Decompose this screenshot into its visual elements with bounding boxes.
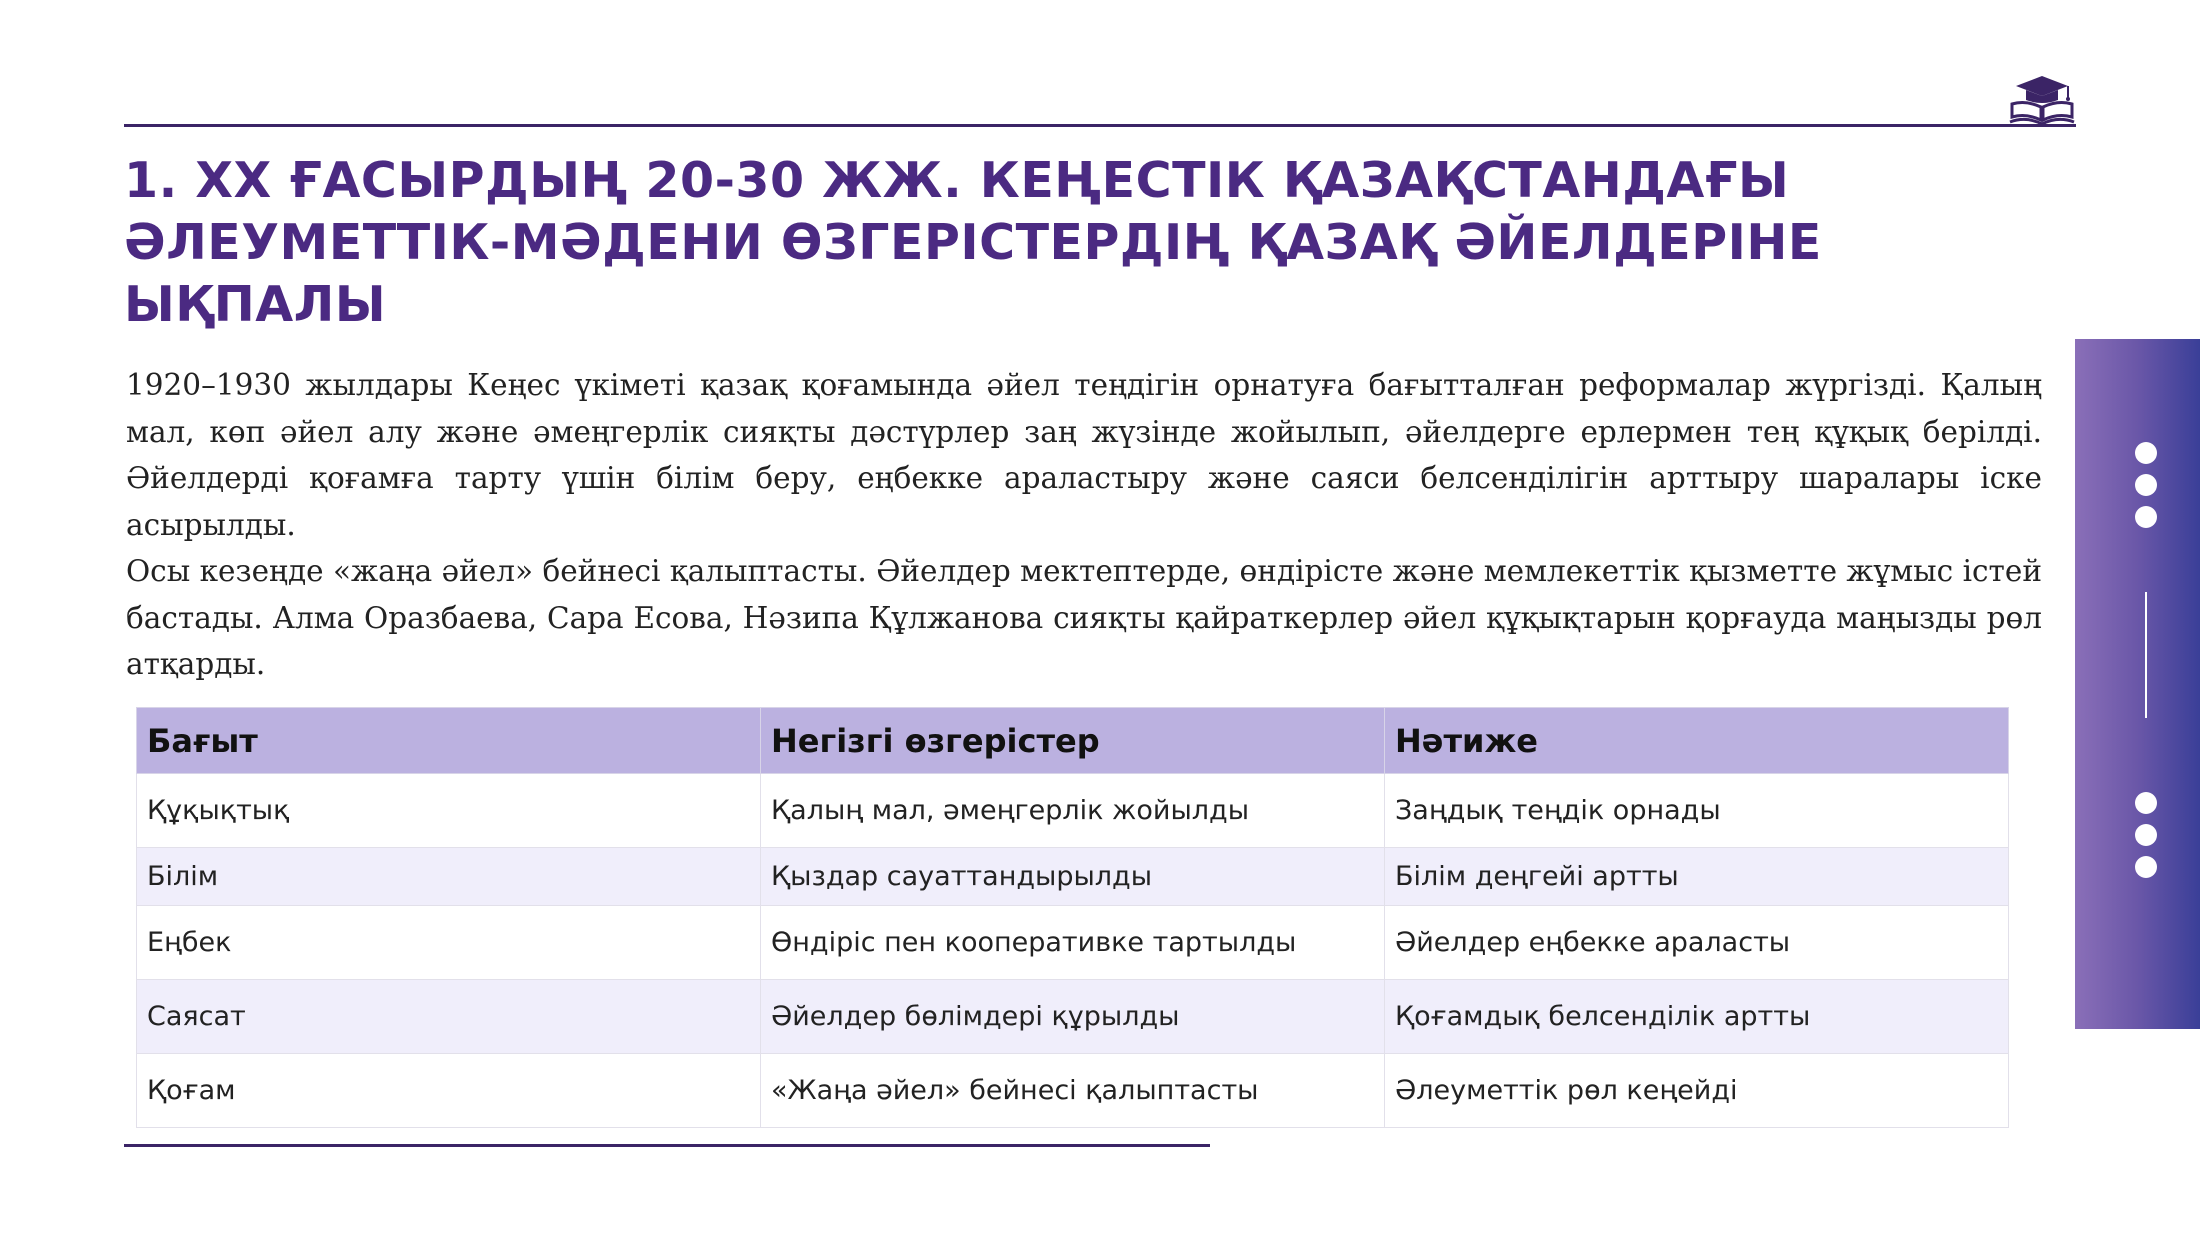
table-cell: Құқықтық [137,774,761,848]
side-divider-line [2145,592,2147,718]
paragraph-new-woman: Осы кезеңде «жаңа әйел» бейнесі қалыптасты. Әйелдер мектептерде, өндірісте және мемлекеттік қызметте жұмыс істей бастады. Алма Оразбаева, Сара Есова, Нәзипа Құлжанова сияқты қайраткерлер әйел құқықтарын қорғауда маңызды рөл атқарды. [126,554,2042,681]
table-cell: Саясат [137,980,761,1054]
dot-icon [2135,442,2157,464]
changes-table [136,707,2009,1128]
side-decor-panel [2075,339,2200,1029]
top-divider [124,124,2076,127]
body-text [126,362,2042,688]
table-row [137,848,2009,906]
table-cell: Әйелдер еңбекке араласты [1385,906,2009,980]
table-row [137,980,2009,1054]
header-direction: Бағыт [137,708,761,774]
table-cell: Білім [137,848,761,906]
table-row [137,906,2009,980]
table-cell: «Жаңа әйел» бейнесі қалыптасты [761,1054,1385,1128]
table-cell: Өндіріс пен кооперативке тартылды [761,906,1385,980]
table-cell: Білім деңгейі артты [1385,848,2009,906]
table-row [137,1054,2009,1128]
table-cell: Қыздар сауаттандырылды [761,848,1385,906]
paragraph-reforms: 1920–1930 жылдары Кеңес үкіметі қазақ қоғамында әйел теңдігін орнатуға бағытталған реформалар жүргізді. Қалың мал, көп әйел алу және әмеңгерлік сияқты дәстүрлер заң жүзінде жойылып, әйелдерге ерлермен тең құқық берілді. Әйелдерді қоғамға тарту үшін білім беру, еңбекке араластыру және саяси белсенділігін арттыру шаралары іске асырылды. [126,368,2042,542]
dot-icon [2135,474,2157,496]
table-cell: Заңдық теңдік орнады [1385,774,2009,848]
slide-title: 1. XX ҒАСЫРДЫҢ 20-30 ЖЖ. КЕҢЕСТІК ҚАЗАҚСТАНДАҒЫ ӘЛЕУМЕТТІК-МӘДЕНИ ӨЗГЕРІСТЕРДІҢ ҚАЗАҚ ӘЙЕЛДЕРІНЕ ЫҚПАЛЫ [124,152,1822,333]
dot-icon [2135,824,2157,846]
header-result: Нәтиже [1385,708,2009,774]
table-cell: Әлеуметтік рөл кеңейді [1385,1054,2009,1128]
dot-icon [2135,856,2157,878]
table-cell: Әйелдер бөлімдері құрылды [761,980,1385,1054]
header-main-changes: Негізгі өзгерістер [761,708,1385,774]
table-row [137,774,2009,848]
table-cell: Қалың мал, әмеңгерлік жойылды [761,774,1385,848]
dot-icon [2135,506,2157,528]
bottom-divider [124,1144,1210,1147]
table-cell: Қоғам [137,1054,761,1128]
dot-icon [2135,792,2157,814]
table-cell: Еңбек [137,906,761,980]
table-cell: Қоғамдық белсенділік артты [1385,980,2009,1054]
graduation-cap-book-icon [2008,74,2076,126]
table-header-row [137,708,2009,774]
